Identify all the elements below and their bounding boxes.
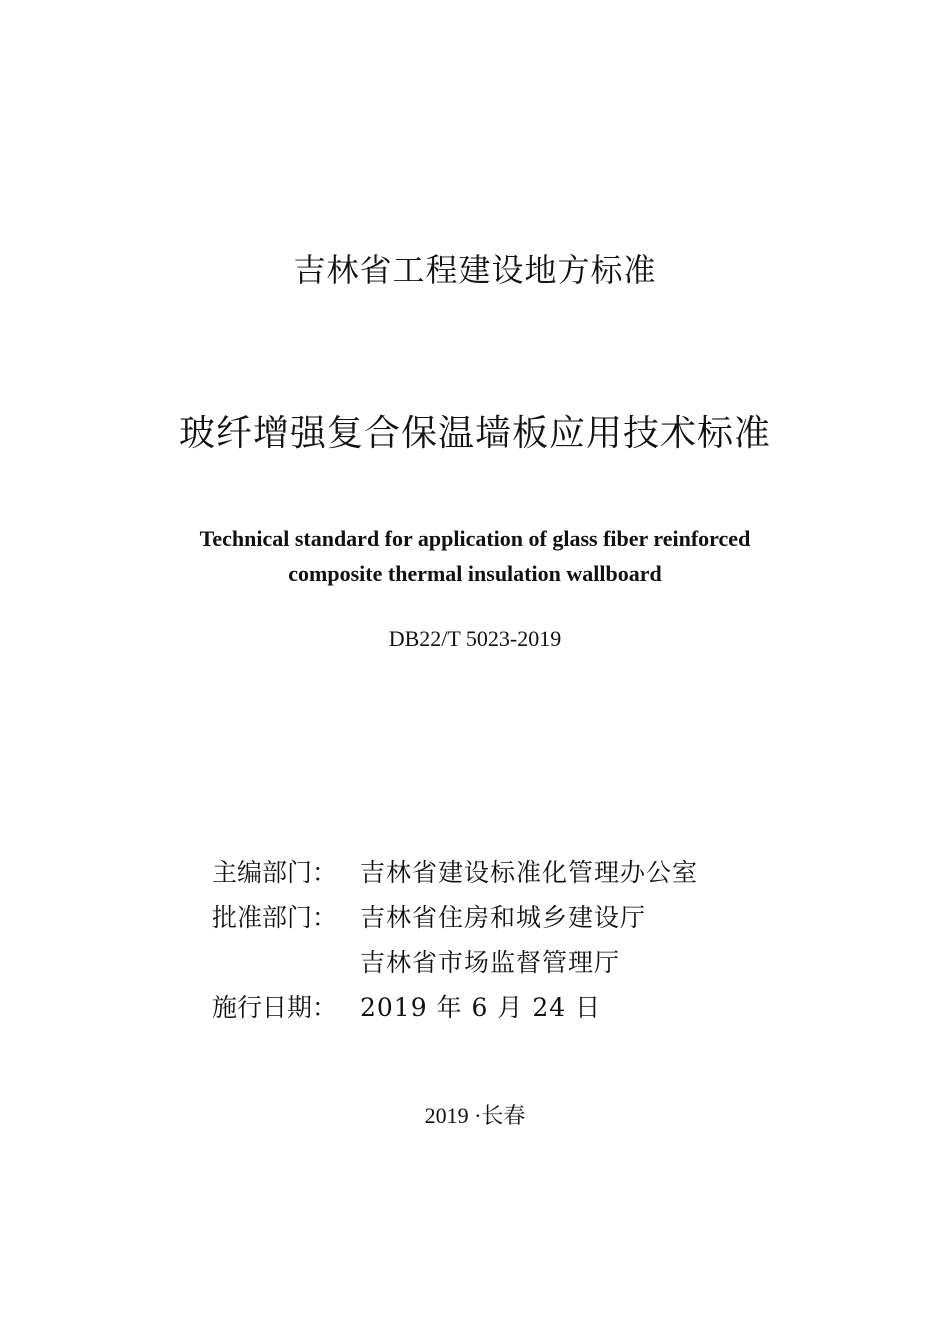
publication-info xyxy=(212,850,698,1030)
english-title-line-2: composite thermal insulation wallboard xyxy=(288,561,662,586)
approval-label: 批准部门： xyxy=(212,903,338,932)
approval-row xyxy=(212,895,698,940)
chinese-title: 玻纤增强复合保温墙板应用技术标准 xyxy=(178,413,771,454)
approval-label-spacer xyxy=(212,940,360,985)
approval-value-2: 吉林省市场监督管理厅 xyxy=(360,948,621,977)
publication-place-year: 2019 ·长春 xyxy=(424,1103,526,1128)
english-title xyxy=(0,521,950,591)
editor-label: 主编部门： xyxy=(212,858,338,887)
date-value: 2019 年 6 月 24 日 xyxy=(360,993,602,1022)
date-label: 施行日期： xyxy=(212,993,338,1022)
english-title-line-1: Technical standard for application of glass fiber reinforced xyxy=(199,526,751,551)
date-row xyxy=(212,985,698,1030)
editor-row xyxy=(212,850,698,895)
series-title: 吉林省工程建设地方标准 xyxy=(293,251,657,289)
standard-code: DB22/T 5023-2019 xyxy=(388,626,562,651)
editor-value: 吉林省建设标准化管理办公室 xyxy=(360,858,699,887)
approval-row-2 xyxy=(212,940,698,985)
approval-value-1: 吉林省住房和城乡建设厅 xyxy=(360,903,647,932)
